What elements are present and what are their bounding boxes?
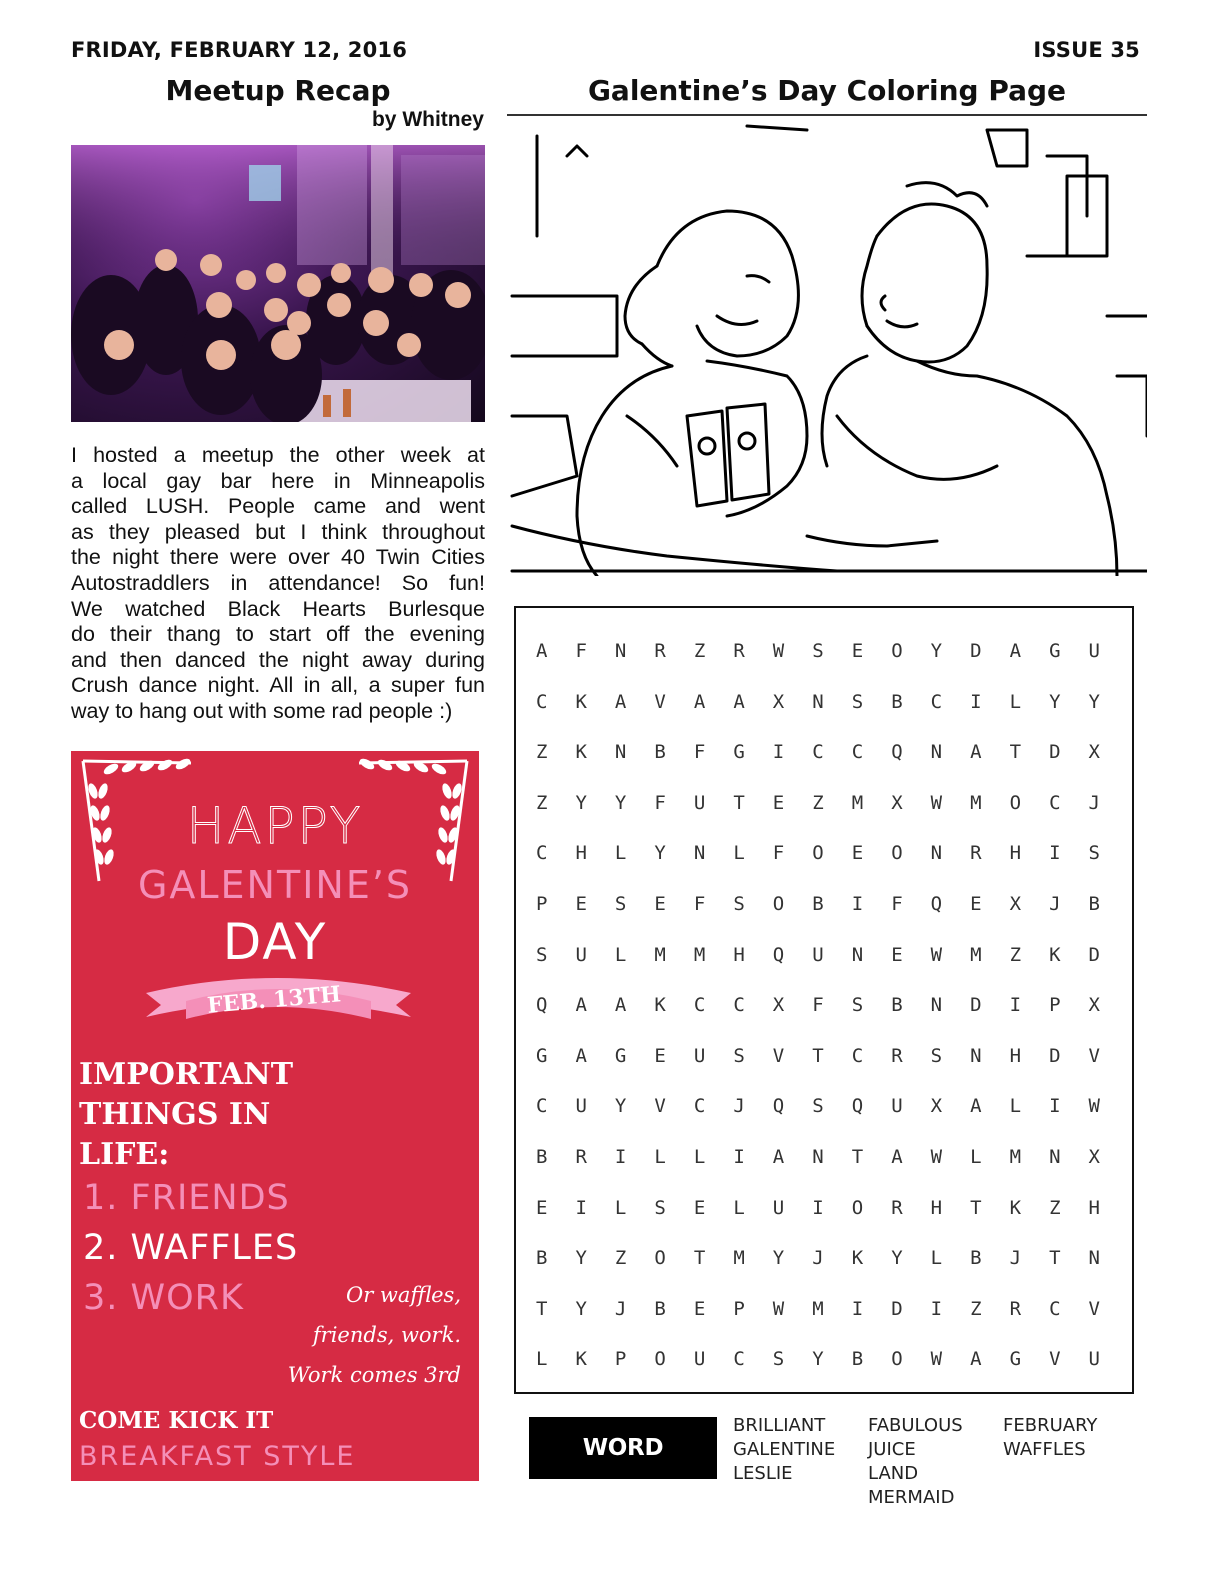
card-list-item: 3. WORK [83, 1278, 244, 1318]
word-search-cell: W [1088, 1095, 1100, 1118]
word-search-cell: K [851, 1247, 864, 1270]
word-list-item: FABULOUS [868, 1415, 963, 1436]
word-search-cell: S [812, 640, 824, 662]
word-search-cell: B [654, 741, 666, 764]
word-search-cell: Y [614, 791, 627, 814]
word-search-cell: S [851, 994, 864, 1017]
word-search-cell: F [654, 791, 666, 814]
word-search-cell: L [614, 1196, 627, 1219]
word-search-cell: U [575, 943, 587, 966]
word-search-cell: Z [693, 640, 706, 662]
word-search-cell: Z [536, 741, 548, 764]
word-search-cell: X [772, 994, 785, 1017]
card-script-line: friends, work. [312, 1323, 461, 1347]
card-important-line: THINGS IN [79, 1097, 271, 1132]
word-search-cell: W [930, 791, 943, 814]
word-search-cell: Y [575, 1297, 587, 1320]
word-search-cell: U [1088, 640, 1100, 662]
word-search-cell: Y [1049, 690, 1061, 713]
card-important-line: LIFE: [79, 1137, 170, 1172]
card-date: FEB. 13TH [206, 981, 342, 1019]
word-search-cell: Y [614, 1095, 627, 1118]
word-search-cell: C [851, 741, 864, 764]
word-search-cell: E [575, 892, 587, 915]
word-search-cell: N [812, 690, 824, 713]
word-search-cell: E [536, 1196, 548, 1219]
word-search-cell: L [930, 1247, 943, 1270]
word-search-cell: O [654, 1247, 666, 1270]
word-search-cell: I [851, 892, 864, 915]
card-galentines: GALENTINE’S [137, 863, 413, 907]
word-search-cell: K [575, 1348, 587, 1371]
word-search-cell: R [891, 1196, 903, 1219]
word-search-cell: U [693, 1044, 706, 1067]
word-search-cell: G [733, 741, 745, 764]
word-search-cell: S [930, 1044, 943, 1067]
word-search-cell: W [930, 943, 943, 966]
word-search-cell: C [812, 741, 824, 764]
word-search-cell: A [614, 994, 627, 1017]
word-search-cell: U [693, 791, 706, 814]
word-search-cell: J [1009, 1247, 1022, 1270]
word-search-cell: B [851, 1348, 864, 1371]
word-search-cell: S [851, 690, 864, 713]
word-search-cell: B [891, 994, 903, 1017]
word-search-badge: WORD SEARCH [529, 1417, 717, 1479]
word-search-cell: Y [575, 791, 587, 814]
word-search-cell: W [930, 1348, 943, 1371]
word-search-cell: B [654, 1297, 666, 1320]
article-line: way to hang out with some rad people :) [71, 698, 453, 723]
word-search-cell: N [1088, 1247, 1100, 1270]
word-search-cell: M [812, 1297, 824, 1320]
word-search-cell: D [1049, 741, 1061, 764]
word-search-cell: T [693, 1247, 706, 1270]
word-search-cell: I [1049, 842, 1061, 865]
word-search-cell: O [891, 640, 903, 662]
word-list [733, 1414, 1153, 1510]
word-search-cell: E [693, 1297, 706, 1320]
word-search-cell: V [654, 690, 666, 713]
word-search-cell: Z [614, 1247, 627, 1270]
word-search-cell: N [970, 1044, 982, 1067]
word-search-cell: K [654, 994, 666, 1017]
word-search-cell: O [1009, 791, 1022, 814]
word-search-cell: T [851, 1145, 864, 1168]
word-search-cell: A [693, 690, 706, 713]
word-search-cell: M [733, 1247, 745, 1270]
word-search-cell: C [930, 690, 943, 713]
card-script-line: Work comes 3rd [287, 1363, 461, 1387]
word-search-cell: B [812, 892, 824, 915]
coloring-illustration [507, 116, 1147, 576]
word-search-cell: R [733, 640, 745, 662]
word-search-letters [522, 626, 1114, 1385]
word-search-cell: Y [1088, 690, 1100, 713]
word-search-cell: L [733, 842, 745, 865]
word-search-cell: E [772, 791, 785, 814]
word-search-cell: X [1009, 892, 1022, 915]
word-search-cell: L [536, 1348, 548, 1371]
word-search-cell: Q [536, 994, 548, 1017]
word-search-cell: J [733, 1095, 745, 1118]
word-search-cell: C [536, 1095, 548, 1118]
word-search-cell: H [1009, 842, 1022, 865]
word-search-cell: B [891, 690, 903, 713]
word-search-cell: W [772, 640, 785, 662]
word-search-cell: N [851, 943, 864, 966]
word-search-cell: L [1009, 690, 1022, 713]
word-search-cell: A [970, 741, 982, 764]
word-search-cell: N [930, 842, 943, 865]
word-search-cell: H [575, 842, 587, 865]
card-day: DAY [222, 913, 328, 971]
word-search-cell: S [614, 892, 627, 915]
word-search-cell: W [772, 1297, 785, 1320]
word-search-cell: A [970, 1348, 982, 1371]
word-search-cell: Q [930, 892, 943, 915]
word-list-item: BRILLIANT [733, 1415, 826, 1436]
word-search-cell: L [1009, 1095, 1022, 1118]
word-search-cell: A [614, 690, 627, 713]
word-search-cell: O [891, 1348, 903, 1371]
word-search-cell: X [1088, 741, 1100, 764]
coloring-title: Galentine’s Day Coloring Page [587, 74, 1067, 107]
word-search-cell: E [654, 892, 666, 915]
word-list-item: LESLIE [733, 1463, 793, 1484]
word-search-cell: X [1088, 994, 1100, 1017]
word-search-cell: X [1088, 1145, 1100, 1168]
card-script [288, 1275, 461, 1395]
word-search-cell: U [693, 1348, 706, 1371]
word-search-cell: H [1009, 1044, 1022, 1067]
meetup-photo [71, 145, 485, 422]
card-important [79, 1055, 293, 1175]
word-search-cell: J [1049, 892, 1061, 915]
word-search-cell: N [614, 640, 627, 662]
word-search-cell: S [1088, 842, 1100, 865]
word-search-cell: F [693, 892, 706, 915]
word-search-cell: B [536, 1145, 548, 1168]
article-line: and then danced the night away during [71, 647, 485, 672]
word-search-cell: A [1009, 640, 1022, 662]
word-search-cell: E [693, 1196, 706, 1219]
word-search-cell: M [654, 943, 666, 966]
word-search-cell: S [654, 1196, 666, 1219]
card-breakfast: BREAKFAST STYLE [79, 1441, 356, 1472]
word-search-cell: I [733, 1145, 745, 1168]
word-list-item: LAND MERMAID [868, 1463, 955, 1508]
word-search-cell: H [733, 943, 745, 966]
word-search-cell: L [614, 842, 627, 865]
word-search-cell: I [1009, 994, 1022, 1017]
word-search-cell: P [536, 892, 548, 915]
word-search-cell: L [970, 1145, 982, 1168]
word-search-cell: V [1088, 1297, 1100, 1320]
word-search-cell: E [970, 892, 982, 915]
word-search-cell: G [614, 1044, 627, 1067]
word-search-cell: N [614, 741, 627, 764]
word-search-cell: D [1088, 943, 1100, 966]
word-search-cell: K [575, 690, 587, 713]
word-search-cell: U [891, 1095, 903, 1118]
word-search-cell: T [536, 1297, 548, 1320]
word-search-cell: D [970, 994, 982, 1017]
word-search-cell: Q [891, 741, 903, 764]
word-search-cell: W [930, 1145, 943, 1168]
word-search-cell: J [614, 1297, 627, 1320]
word-search-cell: V [1088, 1044, 1100, 1067]
word-search-cell: A [575, 994, 587, 1017]
word-list-item: JUICE [868, 1439, 916, 1460]
article-line: the night there were over 40 Twin Cities [71, 545, 485, 570]
card-list-item: 2. WAFFLES [83, 1228, 299, 1268]
word-search-cell: I [1049, 1095, 1061, 1118]
word-search-cell: N [1049, 1145, 1061, 1168]
word-search-cell: F [891, 892, 903, 915]
card-important-line: IMPORTANT [79, 1057, 294, 1092]
word-search-cell: U [772, 1196, 785, 1219]
word-search-cell: F [575, 640, 587, 662]
word-search-cell: Q [851, 1095, 864, 1118]
word-search-cell: I [930, 1297, 943, 1320]
word-search-cell: P [614, 1348, 627, 1371]
word-search-cell: A [733, 690, 745, 713]
word-search-cell: J [812, 1247, 824, 1270]
word-search-cell: P [1049, 994, 1061, 1017]
article-body [71, 443, 485, 725]
word-search-cell: M [693, 943, 706, 966]
word-search-cell: Z [1009, 943, 1022, 966]
article-line: Autostraddlers in attendance! So fun! [71, 570, 485, 595]
word-search-cell: L [614, 943, 627, 966]
word-search-cell: R [891, 1044, 903, 1067]
word-search-cell: F [693, 741, 706, 764]
word-search-cell: X [772, 690, 785, 713]
word-search-cell: L [733, 1196, 745, 1219]
galentines-card [71, 751, 479, 1481]
word-search-cell: J [1088, 791, 1100, 814]
word-search-cell: O [654, 1348, 666, 1371]
word-search-cell: O [891, 842, 903, 865]
word-search-cell: B [970, 1247, 982, 1270]
word-search-cell: F [812, 994, 824, 1017]
word-search-cell: I [614, 1145, 627, 1168]
word-search-cell: S [772, 1348, 785, 1371]
word-list-item: WAFFLES [1003, 1439, 1086, 1460]
word-search-cell: C [1049, 1297, 1061, 1320]
word-search-cell: T [812, 1044, 824, 1067]
word-search-cell: A [891, 1145, 903, 1168]
word-search-cell: D [891, 1297, 903, 1320]
word-search-cell: Y [772, 1247, 785, 1270]
word-search-cell: B [536, 1247, 548, 1270]
word-search-cell: S [536, 943, 548, 966]
word-search-cell: E [654, 1044, 666, 1067]
word-search-cell: U [1088, 1348, 1100, 1371]
word-search-cell: X [891, 791, 903, 814]
word-search-cell: Y [930, 640, 943, 662]
article-title: Meetup Recap [165, 74, 391, 107]
word-search-cell: E [891, 943, 903, 966]
word-search-cell: D [970, 640, 982, 662]
word-search-cell: X [930, 1095, 943, 1118]
card-script-line: Or waffles, [345, 1283, 461, 1307]
meetup-photo-illustration [71, 145, 485, 422]
card-come: COME KICK IT [79, 1407, 274, 1434]
word-search-cell: I [851, 1297, 864, 1320]
word-search-cell: R [575, 1145, 587, 1168]
word-search-cell: O [772, 892, 785, 915]
word-search-cell: L [693, 1145, 706, 1168]
article-line: do their thang to start off the evening [71, 622, 485, 647]
word-search-cell: S [812, 1095, 824, 1118]
article-line: We watched Black Hearts Burlesque [71, 596, 485, 621]
word-search-cell: C [733, 1348, 745, 1371]
word-search-cell: A [575, 1044, 587, 1067]
word-search-cell: Q [772, 943, 785, 966]
word-search-cell: V [772, 1044, 785, 1067]
word-search-cell: S [733, 1044, 745, 1067]
word-search-cell: U [575, 1095, 587, 1118]
word-search-cell: Z [1049, 1196, 1061, 1219]
word-search-cell: D [1049, 1044, 1061, 1067]
word-search-cell: R [1009, 1297, 1022, 1320]
word-search-cell: M [970, 791, 982, 814]
word-search-cell: U [812, 943, 824, 966]
word-search-cell: C [733, 994, 745, 1017]
word-search-cell: V [654, 1095, 666, 1118]
word-search-cell: A [772, 1145, 785, 1168]
word-search-cell: L [654, 1145, 666, 1168]
word-search-cell: I [970, 690, 982, 713]
word-search-cell: F [772, 842, 785, 865]
word-search-grid [514, 606, 1134, 1394]
word-search-cell: G [536, 1044, 548, 1067]
word-search-cell: K [575, 741, 587, 764]
word-search-cell: Y [654, 842, 666, 865]
word-search-cell: E [851, 842, 864, 865]
word-search-cell: N [930, 994, 943, 1017]
word-search-cell: H [1088, 1196, 1100, 1219]
word-search-cell: N [812, 1145, 824, 1168]
word-search-cell: T [1009, 741, 1022, 764]
word-search-cell: N [930, 741, 943, 764]
word-search-cell: B [1088, 892, 1100, 915]
word-search-cell: C [693, 1095, 706, 1118]
word-search-cell: S [733, 892, 745, 915]
word-search-cell: Z [536, 791, 548, 814]
word-search-cell: H [930, 1196, 943, 1219]
article-line: as they pleased but I think throughout [71, 519, 485, 544]
word-list-item: FEBRUARY [1003, 1415, 1098, 1436]
word-search-cell: M [1009, 1145, 1022, 1168]
coloring-image [507, 114, 1147, 578]
word-search-cell: M [970, 943, 982, 966]
word-search-cell: T [1049, 1247, 1061, 1270]
word-search-cell: R [654, 640, 666, 662]
word-search-cell: Y [812, 1348, 824, 1371]
word-search-cell: C [1049, 791, 1061, 814]
word-list-item: GALENTINE [733, 1439, 836, 1460]
issue-date: FRIDAY, FEBRUARY 12, 2016 [71, 38, 408, 62]
word-search-cell: A [970, 1095, 982, 1118]
word-search-cell: O [851, 1196, 864, 1219]
word-search-cell: G [1009, 1348, 1022, 1371]
word-search-cell: P [733, 1297, 745, 1320]
word-search-cell: I [772, 741, 785, 764]
word-search-cell: R [970, 842, 982, 865]
word-search-cell: A [536, 640, 548, 662]
word-search-cell: O [812, 842, 824, 865]
word-search-cell: T [733, 791, 745, 814]
word-search-cell: G [1049, 640, 1061, 662]
word-search-cell: C [693, 994, 706, 1017]
article-line: I hosted a meetup the other week at [71, 443, 485, 467]
card-list [83, 1173, 298, 1323]
word-search-cell: C [536, 690, 548, 713]
article-byline: by Whitney [371, 108, 484, 131]
word-search-cell: Y [891, 1247, 903, 1270]
word-search-cell: C [536, 842, 548, 865]
issue-number: ISSUE 35 [1033, 38, 1140, 62]
article-line: Crush dance night. All in all, a super fun [71, 673, 485, 698]
word-search-cell: I [575, 1196, 587, 1219]
word-search-cell: Y [575, 1247, 587, 1270]
word-search-cell: Z [970, 1297, 982, 1320]
word-search-cell: V [1049, 1348, 1061, 1371]
word-search-cell: Z [812, 791, 824, 814]
word-search-cell: K [1009, 1196, 1022, 1219]
word-search-cell: I [812, 1196, 824, 1219]
card-list-item: 1. FRIENDS [83, 1178, 290, 1218]
word-search-cell: M [851, 791, 864, 814]
word-search-cell: T [970, 1196, 982, 1219]
word-search-cell: K [1049, 943, 1061, 966]
article-line: called LUSH. People came and went [71, 494, 485, 519]
word-search-cell: C [851, 1044, 864, 1067]
word-search-cell: Q [772, 1095, 785, 1118]
card-happy: HAPPY [186, 797, 364, 855]
word-search-cell: N [693, 842, 706, 865]
word-search-cell: E [851, 640, 864, 662]
article-line: a local gay bar here in Minneapolis [71, 468, 485, 493]
